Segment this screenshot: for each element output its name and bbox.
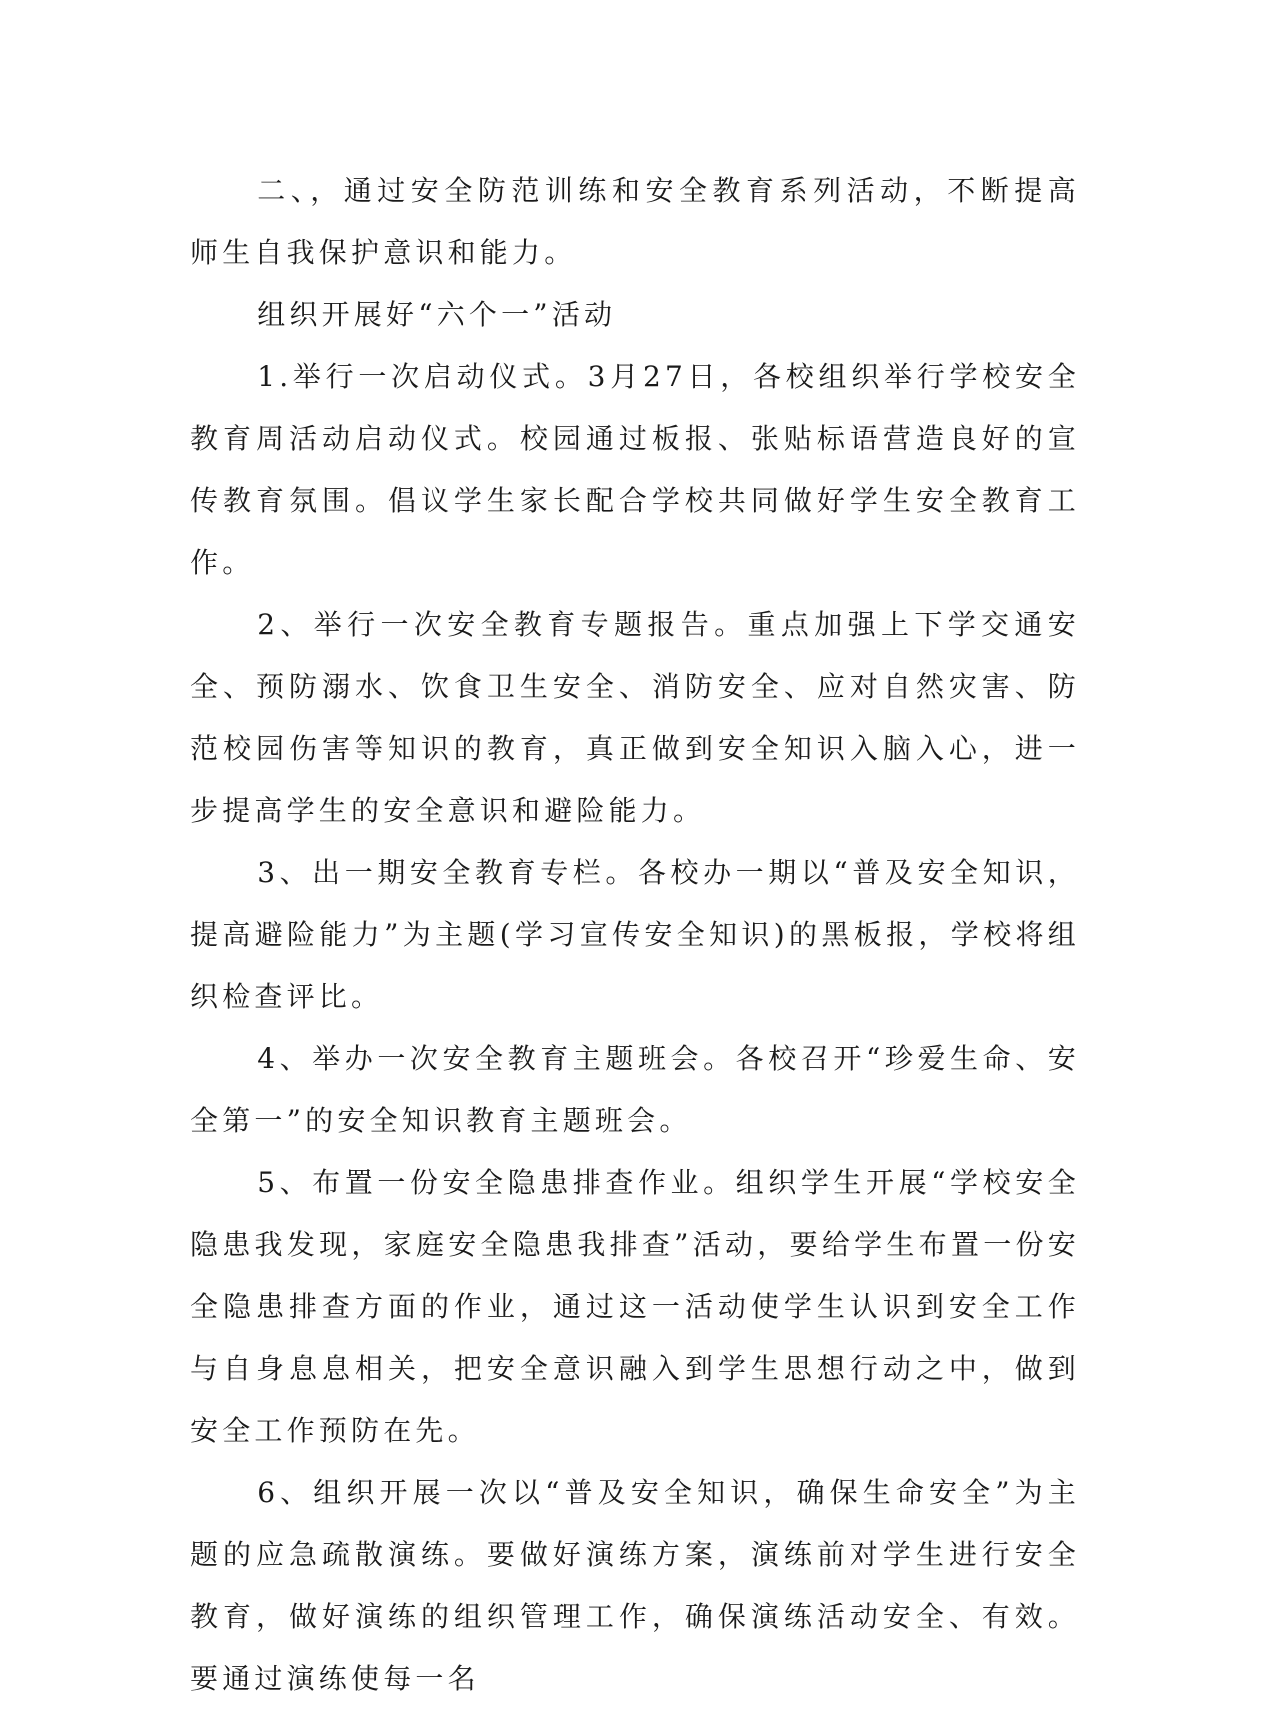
- paragraph-heading: 组织开展好“六个一”活动: [257, 298, 617, 331]
- paragraph-item-1: 1.举行一次启动仪式。3月27日，各校组织举行学校安全教育周活动启动仪式。校园通过板报、张贴标语营造良好的宣传教育氛围。倡议学生家长配合学校共同做好学生安全教育工作。: [190, 360, 1080, 579]
- paragraph-item-4: 4、举办一次安全教育主题班会。各校召开“珍爱生命、安全第一”的安全知识教育主题班会。: [190, 1042, 1080, 1137]
- paragraph-item-2: 2、举行一次安全教育专题报告。重点加强上下学交通安全、预防溺水、饮食卫生安全、消防安全、应对自然灾害、防范校园伤害等知识的教育，真正做到安全知识入脑入心，进一步提高学生的安全意识和避险能力。: [190, 608, 1080, 827]
- paragraph-item-5: 5、布置一份安全隐患排查作业。组织学生开展“学校安全隐患我发现，家庭安全隐患我排查”活动，要给学生布置一份安全隐患排查方面的作业，通过这一活动使学生认识到安全工作与自身息息相关，把安全意识融入到学生思想行动之中，做到安全工作预防在先。: [190, 1166, 1080, 1447]
- paragraph-item-3: 3、出一期安全教育专栏。各校办一期以“普及安全知识，提高避险能力”为主题(学习宣传安全知识)的黑板报，学校将组织检查评比。: [190, 856, 1080, 1013]
- paragraph-item-6: 6、组织开展一次以“普及安全知识，确保生命安全”为主题的应急疏散演练。要做好演练方案，演练前对学生进行安全教育，做好演练的组织管理工作，确保演练活动安全、有效。要通过演练使每一名: [190, 1476, 1080, 1695]
- paragraph-intro: 二、，通过安全防范训练和安全教育系列活动，不断提高师生自我保护意识和能力。: [190, 174, 1080, 269]
- document-body: [190, 160, 1080, 1710]
